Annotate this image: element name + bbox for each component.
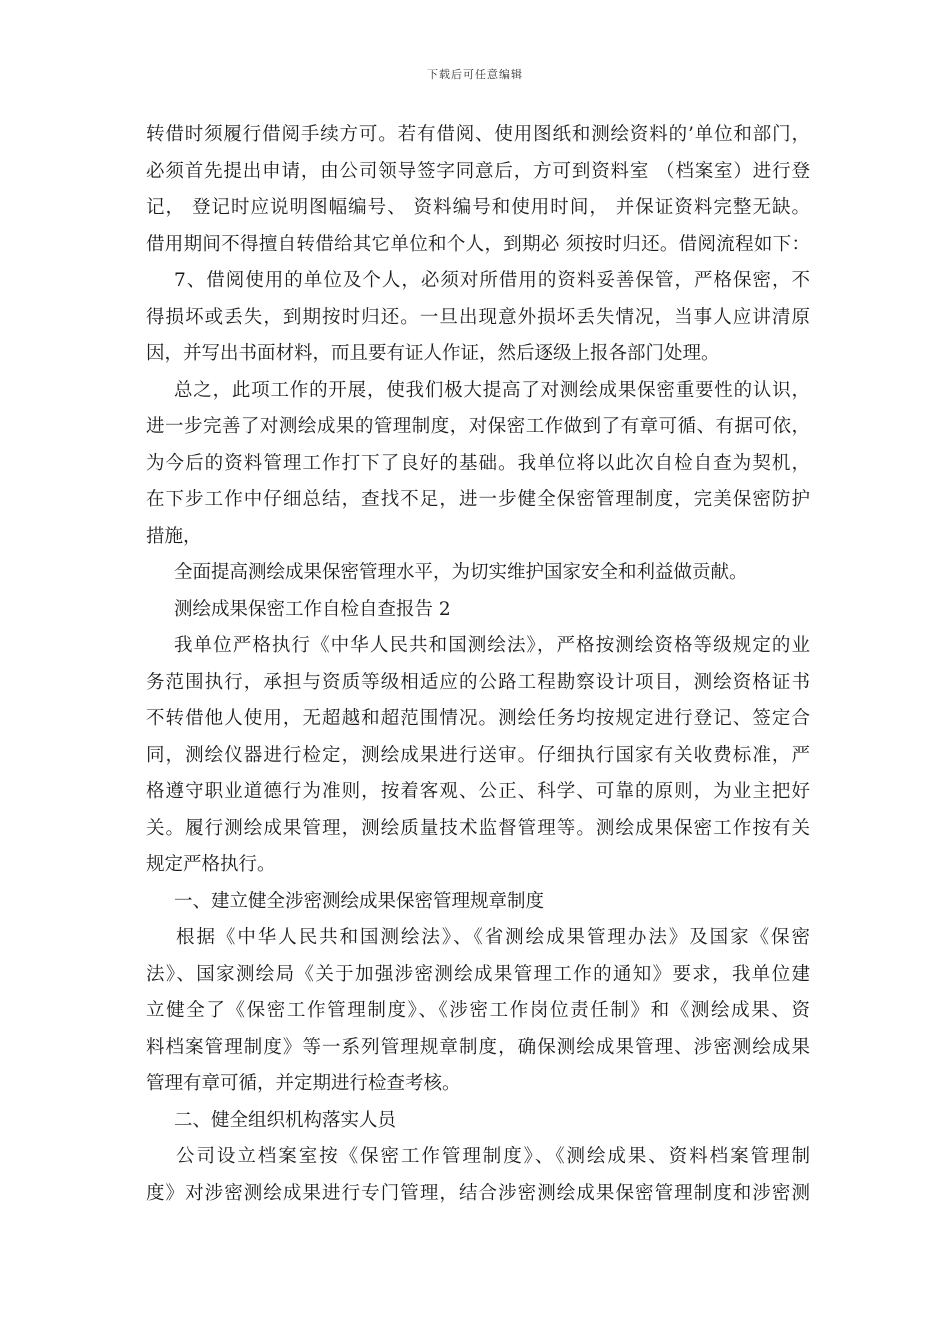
text-line: 在下步工作中仔细总结，查找不足，进一步健全保密管理制度，完美保密防护 <box>146 489 810 510</box>
text-line: 根据《中华人民共和国测绘法》、《省测绘成果管理办法》及国家《保密 <box>176 927 810 948</box>
text-line: 管理有章可循，并定期进行检查考核。 <box>146 1073 461 1094</box>
page-header: 下载后可任意编辑 <box>427 68 523 81</box>
text-line: 公司设立档案室按《保密工作管理制度》、《测绘成果、资料档案管理制 <box>176 1146 810 1167</box>
text-line: 必须首先提出申请，由公司领导签字同意后，方可到资料室 （档案室）进行登 <box>146 160 810 182</box>
text-line: 7、借阅使用的单位及个人，必须对所借用的资料妥善保管，严格保密，不 <box>174 270 810 291</box>
text-line: 因，并写出书面材料，而且要有证人作证，然后逐级上报各部门处理。 <box>146 343 720 364</box>
text-line: 进一步完善了对测绘成果的管理制度，对保密工作做到了有章可循、有据可依， <box>146 416 810 437</box>
text-line: 借用期间不得擅自转借给其它单位和个人，到期必 须按时归还。借阅流程如下： <box>146 233 810 255</box>
document-body <box>146 117 810 1212</box>
text-line: 务范围执行，承担与资质等级相适应的公路工程勘察设计项目，测绘资格证书 <box>146 671 810 693</box>
text-line: 格遵守职业道德行为准则，按着客观、公正、科学、可靠的原则，为业主把好 <box>146 781 810 802</box>
text-line: 同，测绘仪器进行检定，测绘成果进行送审。仔细执行国家有关收费标准，严 <box>146 744 810 766</box>
text-line: 立健全了《保密工作管理制度》、《涉密工作岗位责任制》和《测绘成果、资 <box>146 1000 810 1021</box>
text-line: 全面提高测绘成果保密管理水平，为切实维护国家安全和利益做贡献。 <box>174 562 748 583</box>
text-line: 得损坏或丢失，到期按时归还。一旦出现意外损坏丢失情况，当事人应讲清原 <box>146 306 810 328</box>
text-line: 记， 登记时应说明图幅编号、 资料编号和使用时间， 并保证资料完整无缺。 <box>146 197 810 218</box>
text-line: 我单位严格执行《中华人民共和国测绘法》，严格按测绘资格等级规定的业 <box>174 635 810 656</box>
text-line: 总之，此项工作的开展，使我们极大提高了对测绘成果保密重要性的认识， <box>174 379 810 401</box>
text-line: 关。履行测绘成果管理，测绘质量技术监督管理等。测绘成果保密工作按有关 <box>146 817 810 839</box>
text-line: 不转借他人使用，无超越和超范围情况。测绘任务均按规定进行登记、签定合 <box>146 708 810 729</box>
text-line: 度》对涉密测绘成果进行专门管理，结合涉密测绘成果保密管理制度和涉密测 <box>146 1182 810 1204</box>
text-line: 法》、国家测绘局《关于加强涉密测绘成果管理工作的通知》要求，我单位建 <box>146 963 810 985</box>
text-line: 料档案管理制度》等一系列管理规章制度，确保测绘成果管理、涉密测绘成果 <box>146 1036 810 1058</box>
text-line: 措施， <box>146 525 202 547</box>
text-line: 二、健全组织机构落实人员 <box>174 1109 397 1131</box>
text-line: 测绘成果保密工作自检自查报告 2 <box>174 598 451 620</box>
text-line: 为今后的资料管理工作打下了良好的基础。我单位将以此次自检自查为契机， <box>146 452 810 474</box>
text-line: 规定严格执行。 <box>146 854 276 875</box>
text-line: 转借时须履行借阅手续方可。若有借阅、使用图纸和测绘资料的’单位和部门， <box>146 124 810 145</box>
text-line: 一、建立健全涉密测绘成果保密管理规章制度 <box>174 890 545 912</box>
